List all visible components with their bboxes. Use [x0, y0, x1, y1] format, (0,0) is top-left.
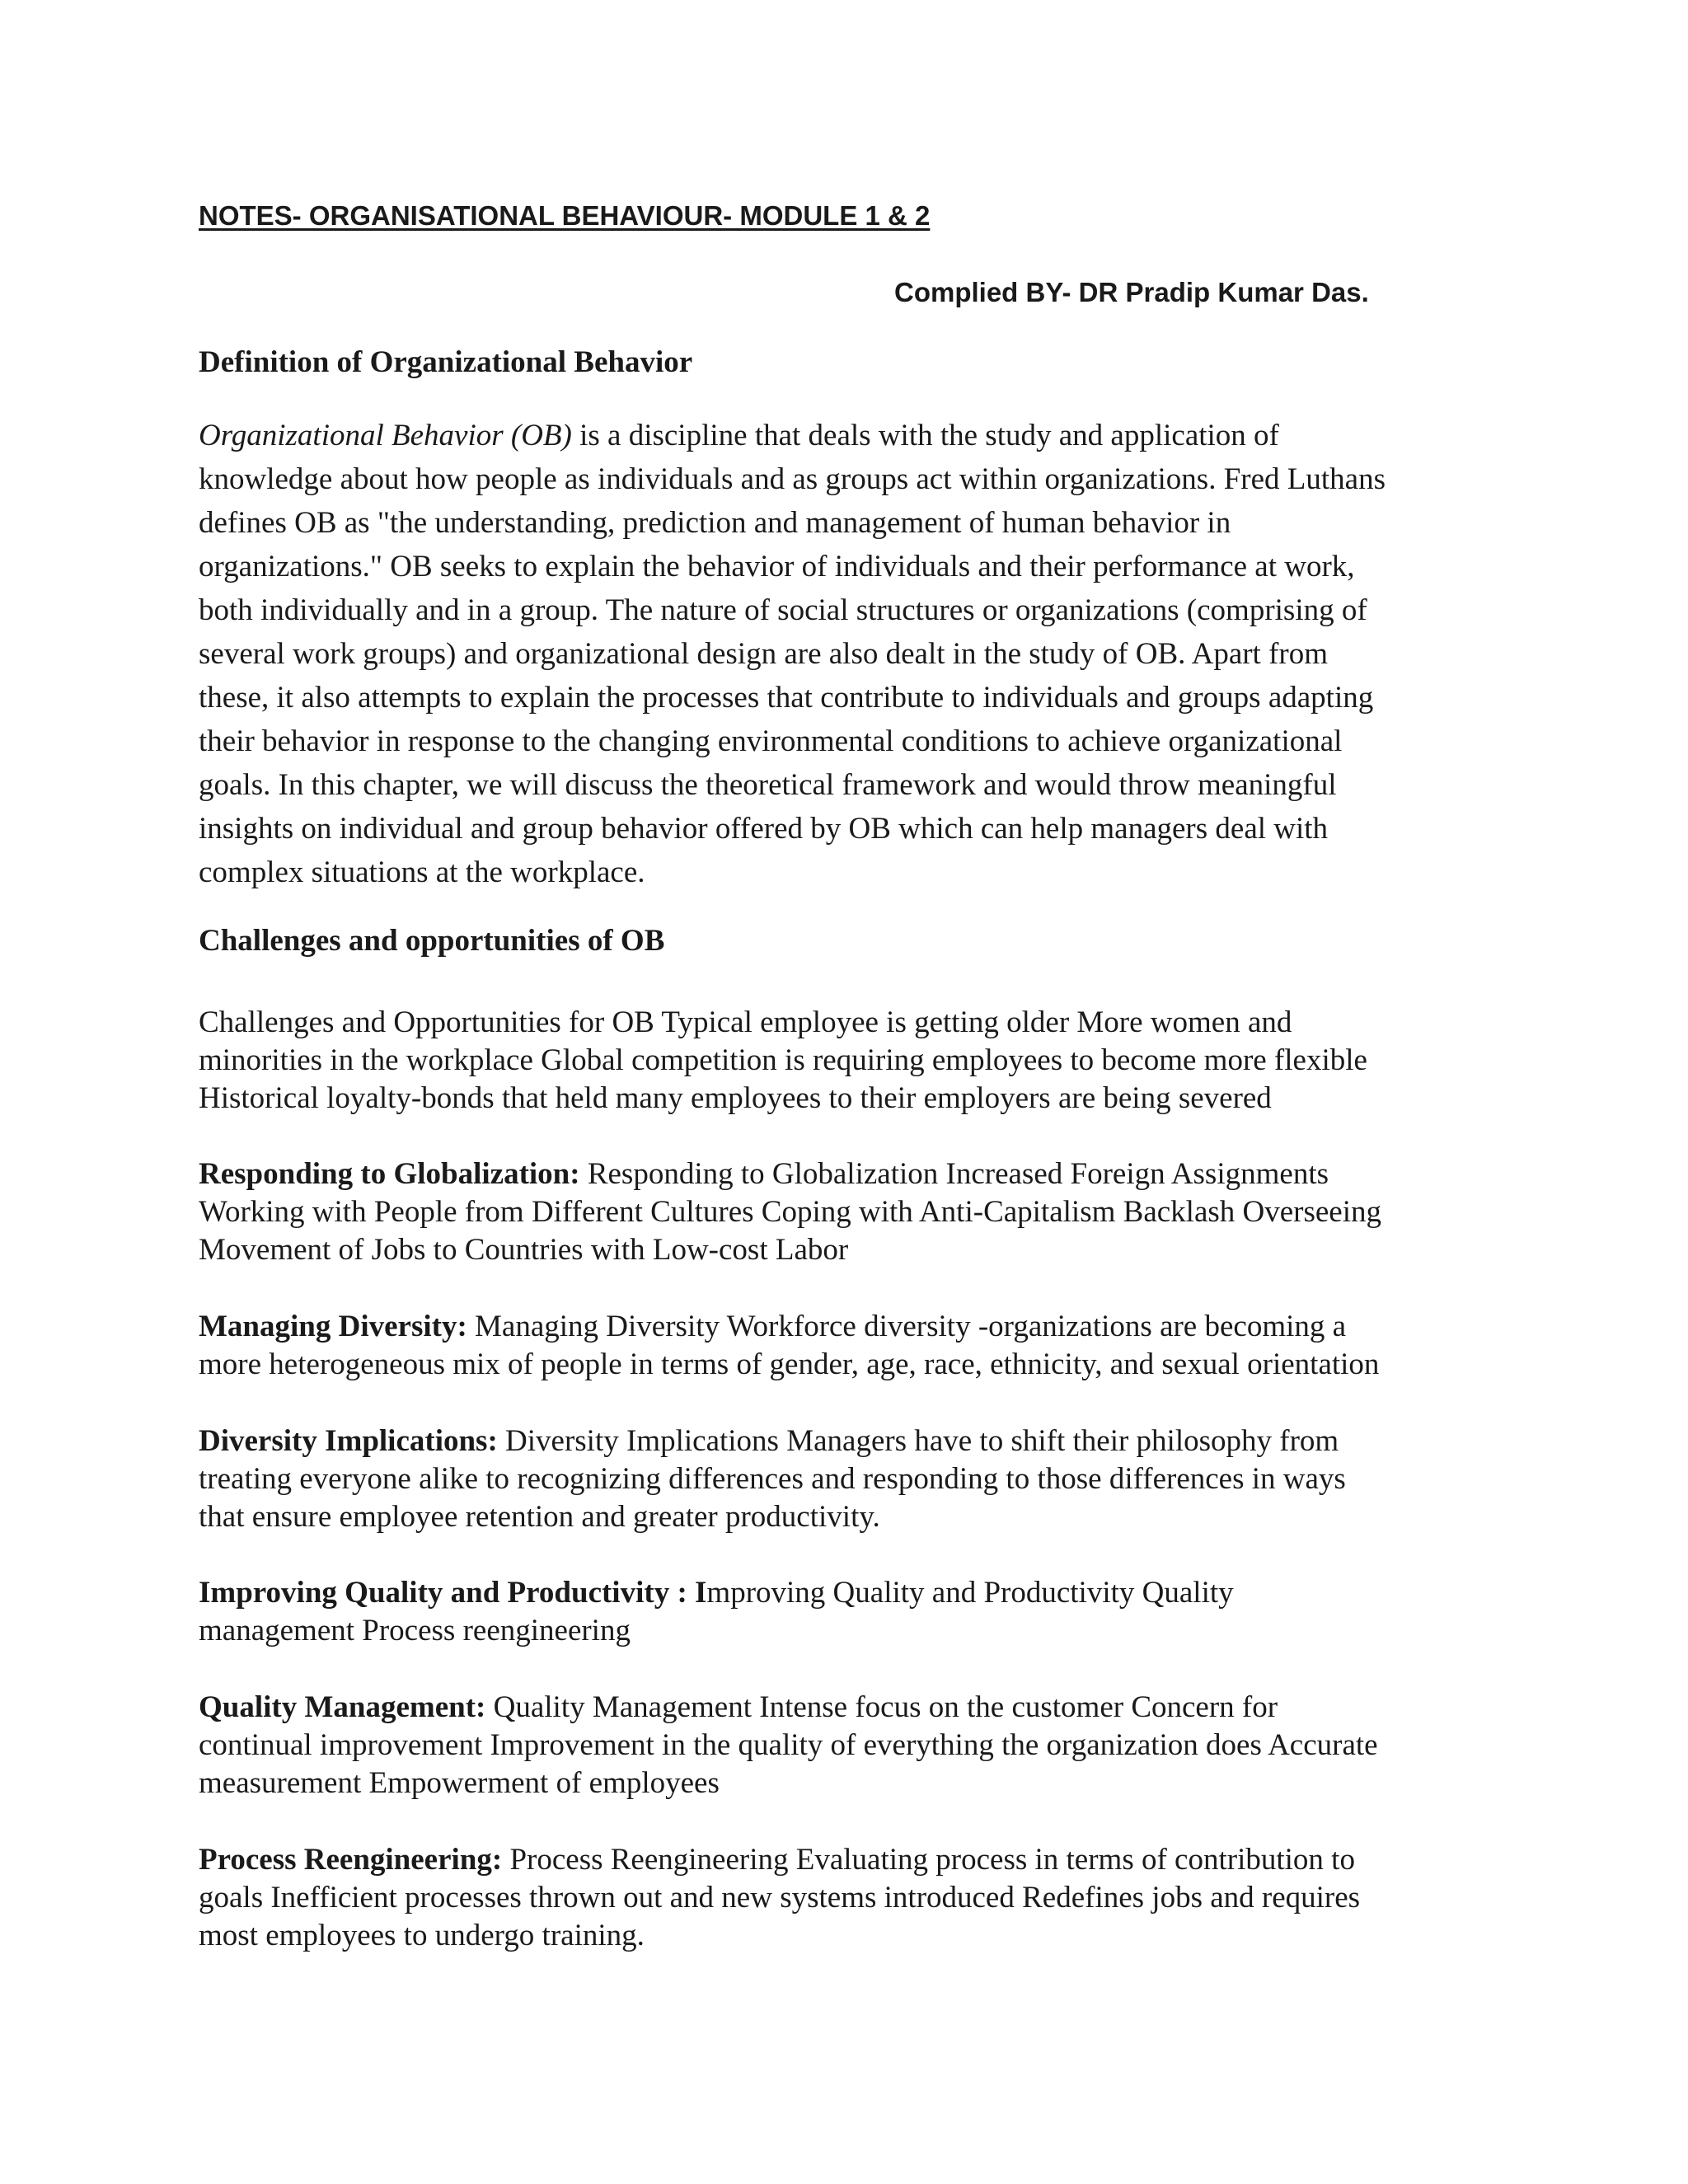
implications-label: Diversity Implications: [199, 1424, 498, 1458]
definition-line: organizations." OB seeks to explain the behavior of individuals and their performance at work, [199, 550, 1355, 583]
quality-management-line-1 [199, 1689, 1517, 1727]
definition-paragraph [199, 414, 1517, 894]
definition-line: goals. In this chapter, we will discuss the theoretical framework and would throw meaningful [199, 768, 1337, 802]
quality-management-label: Quality Management: [199, 1690, 486, 1724]
globalization-paragraph [199, 1155, 1517, 1269]
implications-paragraph [199, 1422, 1517, 1536]
diversity-paragraph [199, 1308, 1517, 1384]
definition-line-1 [199, 414, 1517, 457]
quality-productivity-line-1-text: mproving Quality and Productivity Quality [706, 1576, 1234, 1610]
implications-line-1 [199, 1422, 1517, 1460]
definition-line: their behavior in response to the changing environmental conditions to achieve organizational [199, 724, 1343, 758]
definition-line-1-text: is a discipline that deals with the study and application of [571, 419, 1279, 452]
quality-productivity-paragraph [199, 1574, 1517, 1650]
quality-management-paragraph [199, 1689, 1517, 1802]
implications-line-1-text: Diversity Implications Managers have to shift their philosophy from [497, 1424, 1339, 1458]
reengineering-line: goals Inefficient processes thrown out and new systems introduced Redefines jobs and requires [199, 1881, 1361, 1915]
diversity-line-1 [199, 1308, 1517, 1346]
diversity-label: Managing Diversity: [199, 1310, 467, 1343]
challenges-line: Challenges and Opportunities for OB Typical employee is getting older More women and [199, 1005, 1292, 1039]
definition-line: complex situations at the workplace. [199, 855, 645, 889]
compiled-by-line: Complied BY- DR Pradip Kumar Das. [894, 277, 1369, 307]
challenges-heading: Challenges and opportunities of OB [199, 924, 665, 958]
definition-line: these, it also attempts to explain the processes that contribute to individuals and groups adapting [199, 681, 1374, 715]
definition-line: knowledge about how people as individuals and as groups act within organizations. Fred Luthans [199, 462, 1386, 496]
quality-productivity-line-1 [199, 1574, 1517, 1612]
definition-line: insights on individual and group behavior offered by OB which can help managers deal with [199, 812, 1329, 846]
challenges-line: minorities in the workplace Global competition is requiring employees to become more flexible [199, 1043, 1367, 1077]
quality-productivity-line: management Process reengineering [199, 1614, 631, 1647]
reengineering-line: most employees to undergo training. [199, 1919, 645, 1952]
definition-line: both individually and in a group. The nature of social structures or organizations (comprising of [199, 593, 1367, 627]
diversity-line: more heterogeneous mix of people in terms of gender, age, race, ethnicity, and sexual orientation [199, 1347, 1380, 1381]
reengineering-line-1 [199, 1841, 1517, 1879]
reengineering-line-1-text: Process Reengineering Evaluating process in terms of contribution to [502, 1843, 1355, 1877]
definition-line: defines OB as "the understanding, prediction and management of human behavior in [199, 506, 1231, 540]
globalization-label: Responding to Globalization: [199, 1157, 580, 1191]
definition-term: Organizational Behavior (OB) [199, 419, 572, 452]
document-title: NOTES- ORGANISATIONAL BEHAVIOUR- MODULE 1 & 2 [199, 200, 931, 231]
globalization-line: Movement of Jobs to Countries with Low-cost Labor [199, 1233, 849, 1267]
quality-productivity-label: Improving Quality and Productivity : I [199, 1576, 707, 1610]
implications-line: treating everyone alike to recognizing differences and responding to those differences in ways [199, 1462, 1346, 1496]
diversity-line-1-text: Managing Diversity Workforce diversity -organizations are becoming a [467, 1310, 1347, 1343]
quality-management-line: measurement Empowerment of employees [199, 1766, 720, 1800]
globalization-line-1-text: Responding to Globalization Increased Foreign Assignments [579, 1157, 1329, 1191]
challenges-paragraph [199, 1004, 1517, 1118]
challenges-line: Historical loyalty-bonds that held many employees to their employers are being severed [199, 1081, 1272, 1115]
definition-heading: Definition of Organizational Behavior [199, 345, 693, 379]
globalization-line-1 [199, 1155, 1517, 1193]
reengineering-label: Process Reengineering: [199, 1843, 503, 1877]
quality-management-line: continual improvement Improvement in the quality of everything the organization does Accurate [199, 1728, 1378, 1762]
definition-line: several work groups) and organizational design are also dealt in the study of OB. Apart from [199, 637, 1329, 671]
reengineering-paragraph [199, 1841, 1517, 1955]
quality-management-line-1-text: Quality Management Intense focus on the customer Concern for [485, 1690, 1278, 1724]
globalization-line: Working with People from Different Cultures Coping with Anti-Capitalism Backlash Overseeing [199, 1195, 1381, 1229]
implications-line: that ensure employee retention and greater productivity. [199, 1500, 880, 1534]
